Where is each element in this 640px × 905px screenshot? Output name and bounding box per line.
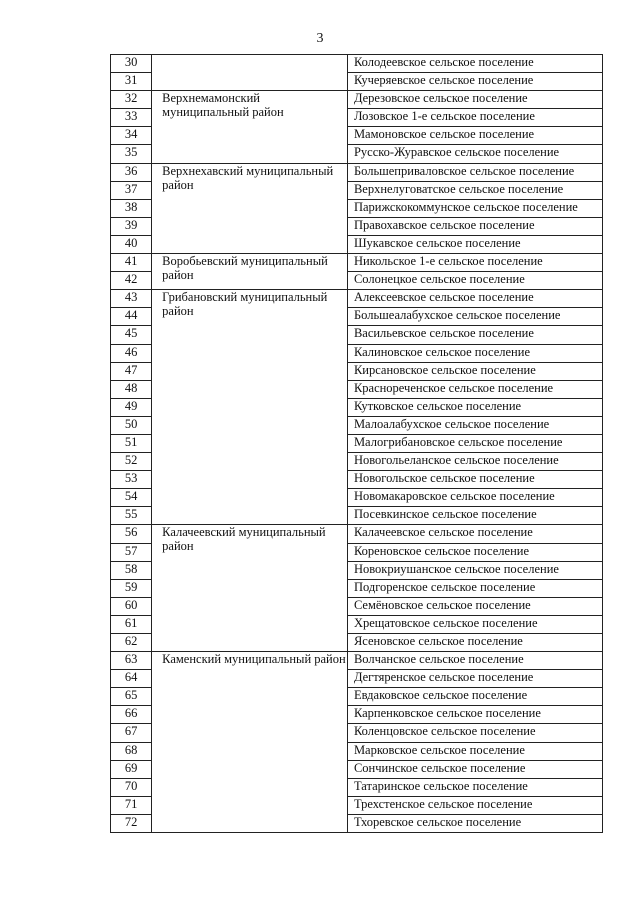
row-number: 54 — [111, 489, 152, 507]
settlement-name: Подгоренское сельское поселение — [347, 579, 602, 597]
table-row — [111, 91, 603, 109]
settlement-name: Волчанское сельское поселение — [347, 652, 602, 670]
settlement-name: Дерезовское сельское поселение — [347, 91, 602, 109]
row-number: 59 — [111, 579, 152, 597]
settlement-name: Новогольеланское сельское поселение — [347, 453, 602, 471]
row-number: 58 — [111, 561, 152, 579]
settlement-name: Васильевское сельское поселение — [347, 326, 602, 344]
row-number: 40 — [111, 235, 152, 253]
row-number: 35 — [111, 145, 152, 163]
table-row — [111, 163, 603, 181]
row-number: 31 — [111, 73, 152, 91]
settlement-name: Новомакаровское сельское поселение — [347, 489, 602, 507]
row-number: 34 — [111, 127, 152, 145]
row-number: 32 — [111, 91, 152, 109]
row-number: 69 — [111, 760, 152, 778]
settlement-name: Коленцовское сельское поселение — [347, 724, 602, 742]
row-number: 48 — [111, 380, 152, 398]
settlement-name: Малогрибановское сельское поселение — [347, 434, 602, 452]
settlement-name: Парижскокоммунское сельское поселение — [347, 199, 602, 217]
row-number: 55 — [111, 507, 152, 525]
settlement-name: Хрещатовское сельское поселение — [347, 615, 602, 633]
settlement-name: Кирсановское сельское поселение — [347, 362, 602, 380]
table-row — [111, 525, 603, 543]
row-number: 72 — [111, 814, 152, 832]
settlement-name: Новогольское сельское поселение — [347, 471, 602, 489]
settlements-table — [110, 54, 603, 833]
table-row — [111, 254, 603, 272]
table-row — [111, 55, 603, 73]
settlement-name: Посевкинское сельское поселение — [347, 507, 602, 525]
row-number: 62 — [111, 634, 152, 652]
row-number: 50 — [111, 416, 152, 434]
row-number: 45 — [111, 326, 152, 344]
row-number: 68 — [111, 742, 152, 760]
row-number: 30 — [111, 55, 152, 73]
settlement-name: Кутковское сельское поселение — [347, 398, 602, 416]
page-number: 3 — [316, 31, 324, 46]
settlement-name: Большеприваловское сельское поселение — [347, 163, 602, 181]
settlement-name: Семёновское сельское поселение — [347, 597, 602, 615]
row-number: 51 — [111, 434, 152, 452]
settlement-name: Калачеевское сельское поселение — [347, 525, 602, 543]
table-row — [111, 290, 603, 308]
district-name: Калачеевский муниципальный район — [152, 525, 348, 652]
row-number: 60 — [111, 597, 152, 615]
row-number: 46 — [111, 344, 152, 362]
row-number: 43 — [111, 290, 152, 308]
settlement-name: Новокриушанское сельское поселение — [347, 561, 602, 579]
district-name: Каменский муниципальный район — [152, 652, 348, 833]
row-number: 70 — [111, 778, 152, 796]
row-number: 57 — [111, 543, 152, 561]
row-number: 71 — [111, 796, 152, 814]
district-name: Грибановский муниципальный район — [152, 290, 348, 525]
row-number: 39 — [111, 217, 152, 235]
settlement-name: Кучеряевское сельское поселение — [347, 73, 602, 91]
district-name: Верхнемамонский муниципальный район — [152, 91, 348, 163]
settlement-name: Краснореченское сельское поселение — [347, 380, 602, 398]
settlement-name: Сончинское сельское поселение — [347, 760, 602, 778]
settlement-name: Мамоновское сельское поселение — [347, 127, 602, 145]
row-number: 52 — [111, 453, 152, 471]
row-number: 61 — [111, 615, 152, 633]
row-number: 38 — [111, 199, 152, 217]
settlement-name: Лозовское 1-е сельское поселение — [347, 109, 602, 127]
row-number: 65 — [111, 688, 152, 706]
settlement-name: Верхнелуговатское сельское поселение — [347, 181, 602, 199]
district-name: Верхнехавский муниципальный район — [152, 163, 348, 253]
settlement-name: Большеалабухское сельское поселение — [347, 308, 602, 326]
settlement-name: Кореновское сельское поселение — [347, 543, 602, 561]
settlement-name: Солонецкое сельское поселение — [347, 272, 602, 290]
row-number: 66 — [111, 706, 152, 724]
settlement-name: Карпенковское сельское поселение — [347, 706, 602, 724]
settlement-name: Калиновское сельское поселение — [347, 344, 602, 362]
row-number: 36 — [111, 163, 152, 181]
table-row — [111, 652, 603, 670]
row-number: 49 — [111, 398, 152, 416]
settlement-name: Колодеевское сельское поселение — [347, 55, 602, 73]
settlement-name: Малоалабухское сельское поселение — [347, 416, 602, 434]
district-name — [152, 55, 348, 91]
row-number: 56 — [111, 525, 152, 543]
settlement-name: Марковское сельское поселение — [347, 742, 602, 760]
row-number: 41 — [111, 254, 152, 272]
row-number: 53 — [111, 471, 152, 489]
row-number: 37 — [111, 181, 152, 199]
settlement-name: Тхоревское сельское поселение — [347, 814, 602, 832]
settlement-name: Русско-Журавское сельское поселение — [347, 145, 602, 163]
settlement-name: Алексеевское сельское поселение — [347, 290, 602, 308]
settlement-name: Татаринское сельское поселение — [347, 778, 602, 796]
settlement-name: Шукавское сельское поселение — [347, 235, 602, 253]
row-number: 64 — [111, 670, 152, 688]
row-number: 42 — [111, 272, 152, 290]
settlement-name: Правохавское сельское поселение — [347, 217, 602, 235]
settlement-name: Ясеновское сельское поселение — [347, 634, 602, 652]
row-number: 33 — [111, 109, 152, 127]
settlement-name: Евдаковское сельское поселение — [347, 688, 602, 706]
settlement-name: Никольское 1-е сельское поселение — [347, 254, 602, 272]
settlements-table-body — [111, 55, 603, 833]
row-number: 67 — [111, 724, 152, 742]
settlement-name: Дегтяренское сельское поселение — [347, 670, 602, 688]
row-number: 47 — [111, 362, 152, 380]
row-number: 44 — [111, 308, 152, 326]
row-number: 63 — [111, 652, 152, 670]
settlement-name: Трехстенское сельское поселение — [347, 796, 602, 814]
district-name: Воробьевский муниципальный район — [152, 254, 348, 290]
